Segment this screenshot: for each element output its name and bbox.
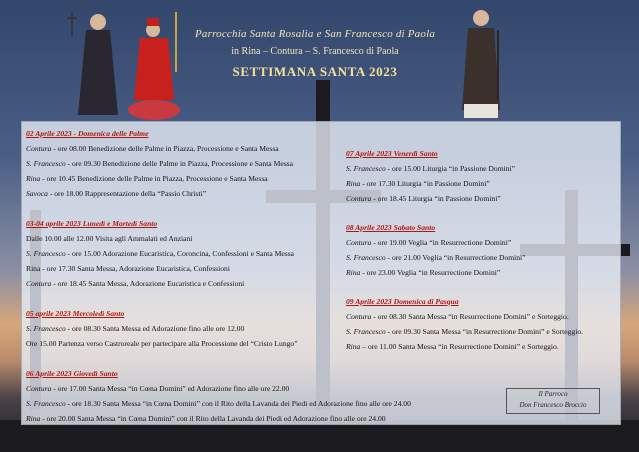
- schedule-place: S. Francesco: [26, 159, 66, 168]
- schedule-place: S. Francesco: [346, 327, 386, 336]
- schedule-text: - ore 08.00 Benedizione delle Palme in Piazza, Processione e Santa Messa: [51, 144, 279, 153]
- schedule-text: - ore 09.30 Santa Messa “in Resurrectione Domini” e Sorteggio.: [385, 327, 584, 336]
- schedule-text: Dalle 10.00 alle 12.00 Visita agli Ammalati ed Anziani: [26, 234, 193, 243]
- parish-name: Parrocchia Santa Rosalia e San Francesco di Paola: [194, 28, 436, 40]
- page-title: SETTIMANA SANTA 2023: [232, 64, 398, 79]
- schedule-place: S. Francesco: [346, 164, 386, 173]
- schedule-place: Rina: [26, 174, 41, 183]
- schedule-text: - ore 18.30 Santa Messa “in Cœna Domini” con il Rito della Lavanda dei Piedi ed Adorazione fino alle ore 24.00: [65, 399, 411, 408]
- schedule-line: [26, 276, 294, 291]
- schedule-text: - ore 19.00 Veglia “in Resurrectione Domini”: [371, 238, 512, 247]
- schedule-text: - ore 18.45 Liturgia “in Passione Domini”: [371, 194, 501, 203]
- schedule-line: [346, 265, 526, 280]
- schedule-line: [26, 261, 294, 276]
- schedule-text: - ore 18.00 Rappresentazione della “Passio Christi”: [47, 189, 207, 198]
- schedule-line: [26, 171, 293, 186]
- schedule-place: S. Francesco: [26, 324, 66, 333]
- schedule-text: - ore 10.45 Benedizione delle Palme in Piazza, Processione e Santa Messa: [40, 174, 268, 183]
- day-block-palm-sunday: [26, 126, 293, 201]
- schedule-text: - ore 08.30 Santa Messa “in Resurrectione Domini” e Sorteggio.: [371, 312, 569, 321]
- signature-role: Il Parroco: [538, 390, 568, 398]
- schedule-line: [346, 161, 515, 176]
- schedule-line: [346, 176, 515, 191]
- schedule-place: Contura: [346, 238, 372, 247]
- day-block-wednesday: [26, 306, 298, 351]
- schedule-place: Contura: [346, 312, 372, 321]
- schedule-place: Contura: [26, 144, 52, 153]
- schedule-line: [346, 235, 526, 250]
- schedule-line: [346, 191, 515, 206]
- signature-name: Don Francesco Broccio: [519, 401, 587, 409]
- day-block-mon-tue: [26, 216, 294, 291]
- schedule-text: - ore 17.00 Santa Messa “in Cœna Domini” ed Adorazione fino alle ore 22.00: [51, 384, 290, 393]
- schedule-text: - ore 08.30 Santa Messa ed Adorazione fino alle ore 12.00: [65, 324, 245, 333]
- day-block-friday: [346, 146, 515, 206]
- schedule-place: Rina: [346, 268, 361, 277]
- schedule-place: S. Francesco: [346, 253, 386, 262]
- schedule-text: - ore 23.00 Veglia “in Resurrectione Domini”: [360, 268, 501, 277]
- schedule-text: - ore 15.00 Adorazione Eucaristica, Coroncina, Confessioni e Santa Messa: [65, 249, 295, 258]
- day-title: 03-04 aprile 2023 Lunedì e Martedì Santo: [26, 219, 158, 228]
- day-block-saturday: [346, 220, 526, 280]
- day-title: 07 Aprile 2023 Venerdì Santo: [346, 149, 438, 158]
- schedule-text: Rina - ore 17.30 Santa Messa, Adorazione Eucaristica, Confessioni: [26, 264, 230, 273]
- schedule-line: [346, 250, 526, 265]
- schedule-place: S. Francesco: [26, 399, 66, 408]
- schedule-place: Rina: [346, 179, 361, 188]
- schedule-place: Contura: [26, 384, 52, 393]
- schedule-line: [26, 381, 411, 396]
- schedule-text: - ore 17.30 Liturgia “in Passione Domini”: [360, 179, 490, 188]
- schedule-line: [26, 246, 294, 261]
- schedule-text: - ore 20.00 Santa Messa “in Cœna Domini” con il Rito della Lavanda dei Piedi ed Adorazione fino alle ore 24.00: [40, 414, 386, 423]
- schedule-line: [26, 231, 294, 246]
- schedule-line: [26, 186, 293, 201]
- schedule-panel: [21, 121, 621, 425]
- schedule-line: [26, 141, 293, 156]
- schedule-line: [26, 156, 293, 171]
- signature-box: [506, 388, 600, 414]
- schedule-text: - ore 09.30 Benedizione delle Palme in Piazza, Processione e Santa Messa: [65, 159, 293, 168]
- schedule-text: - ore 18.45 Santa Messa, Adorazione Eucaristica e Confessioni: [51, 279, 245, 288]
- schedule-place: Contura: [26, 279, 52, 288]
- day-title: 08 Aprile 2023 Sabato Santo: [346, 223, 436, 232]
- schedule-place: S. Francesco: [26, 249, 66, 258]
- schedule-place: Savoca: [26, 189, 48, 198]
- day-block-easter: [346, 294, 583, 354]
- schedule-place: Contura: [346, 194, 372, 203]
- schedule-text: – ore 11.00 Santa Messa “in Resurrectione Domini” e Sorteggio.: [360, 342, 559, 351]
- parish-places: in Rina – Contura – S. Francesco di Paola: [231, 46, 399, 57]
- schedule-line: [346, 324, 583, 339]
- day-title: 09 Aprile 2023 Domenica di Pasqua: [346, 297, 459, 306]
- schedule-text: Ore 15.00 Partenza verso Castroreale per partecipare alla Processione del “Cristo Lungo”: [26, 339, 298, 348]
- schedule-line: [26, 321, 298, 336]
- schedule-line: [26, 336, 298, 351]
- schedule-line: [26, 396, 411, 411]
- day-title: 02 Aprile 2023 - Domenica delle Palme: [26, 129, 149, 138]
- day-title: 06 Aprile 2023 Giovedì Santo: [26, 369, 118, 378]
- schedule-place: Rina: [26, 414, 41, 423]
- schedule-place: Rina: [346, 342, 361, 351]
- schedule-line: [346, 339, 583, 354]
- day-title: 05 aprile 2023 Mercoledì Santo: [26, 309, 125, 318]
- schedule-line: [346, 309, 583, 324]
- schedule-text: - ore 15.00 Liturgia “in Passione Domini”: [385, 164, 516, 173]
- schedule-line: [26, 411, 411, 426]
- day-block-thursday: [26, 366, 411, 426]
- schedule-text: - ore 21.00 Veglia “in Resurrectione Domini”: [385, 253, 526, 262]
